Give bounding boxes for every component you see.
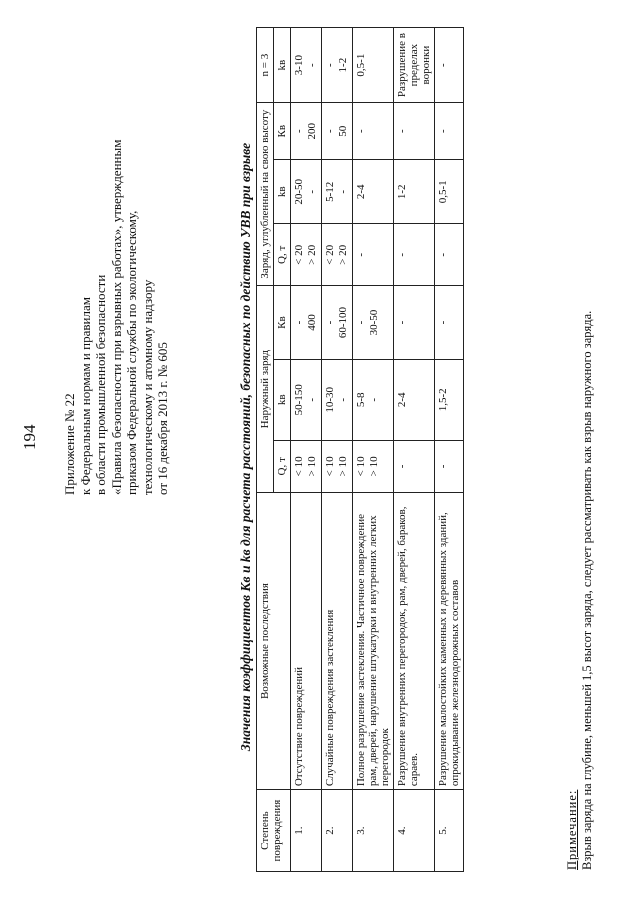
coefficients-table <box>256 27 464 872</box>
cell-value: > 10 <box>337 456 349 477</box>
cell-value: 1,5-2 <box>437 388 449 412</box>
row-number: 1. <box>291 790 322 872</box>
cell-value: - <box>396 252 408 257</box>
cell-K1 <box>291 286 322 360</box>
table-heading: Значения коэффициентов Кв и kв для расчета расстояний, безопасных по действию УВВ при взрыве <box>238 142 253 752</box>
cell-k2 <box>322 160 353 224</box>
cell-q2 <box>322 224 353 286</box>
cell-K1 <box>394 286 435 360</box>
cell-value: - <box>306 189 318 194</box>
table-row <box>353 28 394 872</box>
appendix-line: к Федеральным нормам и правилам <box>77 297 93 495</box>
cell-value: - <box>396 320 408 325</box>
table-row <box>322 28 353 872</box>
header-n3: n = 3 <box>257 28 274 103</box>
cell-value: 1-2 <box>396 184 408 200</box>
cell-k3 <box>435 28 464 103</box>
cell-value: - <box>396 464 408 469</box>
cell-value: - <box>324 129 336 134</box>
cell-k3 <box>291 28 322 103</box>
note-text: Взрыв заряда на глубине, меньшей 1,5 высот заряда, следует рассматривать как взрыв наружного заряда. <box>580 310 594 870</box>
cell-value: - <box>337 397 349 402</box>
page-number: 194 <box>20 424 39 450</box>
cell-q2 <box>394 224 435 286</box>
appendix-line: в области промышленной безопасности <box>93 274 108 495</box>
cell-value: - <box>355 320 367 325</box>
row-consequence: Случайные повреждения застекления <box>322 493 353 790</box>
cell-k1 <box>353 359 394 440</box>
appendix-line: «Правила безопасности при взрывных работах», утвержденным <box>108 139 124 495</box>
cell-value: - <box>306 397 318 402</box>
header-degree: Степень повреждения <box>257 790 291 872</box>
cell-k3 <box>353 28 394 103</box>
cell-value: - <box>306 63 318 67</box>
cell-value: 200 <box>306 122 318 140</box>
cell-value: - <box>368 397 380 402</box>
cell-value: - <box>437 464 449 469</box>
cell-value: - <box>293 320 305 325</box>
cell-value: 3-10 <box>293 55 305 76</box>
row-number: 2. <box>322 790 353 872</box>
rotated-content <box>20 20 620 880</box>
table-row <box>291 28 322 872</box>
cell-value: 10-30 <box>324 386 336 413</box>
cell-K1 <box>353 286 394 360</box>
cell-q1 <box>322 440 353 492</box>
cell-value: 1-2 <box>337 57 349 73</box>
cell-k1 <box>322 359 353 440</box>
cell-value: - <box>437 320 449 325</box>
cell-k1 <box>394 359 435 440</box>
table-row <box>394 28 435 872</box>
cell-value: - <box>437 252 449 257</box>
cell-value: 5-12 <box>324 181 336 202</box>
row-consequence: Разрушение внутренних перегородок, рам, дверей, бараков, сараев. <box>394 493 435 790</box>
cell-q1 <box>435 440 464 492</box>
cell-K1 <box>435 286 464 360</box>
cell-value: 30-50 <box>368 309 380 336</box>
row-number: 4. <box>394 790 435 872</box>
cell-value: > 10 <box>306 456 318 477</box>
cell-value: > 10 <box>368 456 380 477</box>
cell-value: 50 <box>337 125 349 137</box>
row-consequence: Полное разрушение застекления. Частичное повреждение рам, дверей, нарушение штукатурки и внутренних легких перегородок <box>353 493 394 790</box>
row-number: 5. <box>435 790 464 872</box>
cell-k1 <box>291 359 322 440</box>
cell-value: < 10 <box>324 456 336 477</box>
cell-value: < 10 <box>293 456 305 477</box>
cell-value: < 20 <box>293 244 305 265</box>
cell-q1 <box>353 440 394 492</box>
appendix-header <box>62 35 171 495</box>
cell-value: - <box>355 129 367 134</box>
cell-value: < 10 <box>355 456 367 477</box>
cell-K2 <box>394 103 435 160</box>
cell-K2 <box>353 103 394 160</box>
cell-q2 <box>291 224 322 286</box>
cell-k3 <box>394 28 435 103</box>
cell-k2 <box>291 160 322 224</box>
cell-q1 <box>291 440 322 492</box>
cell-value: - <box>396 129 408 134</box>
appendix-line: Приложение № 22 <box>62 393 77 495</box>
subheader-k: kв <box>274 359 291 440</box>
cell-value: - <box>324 320 336 325</box>
cell-value: - <box>293 129 305 134</box>
cell-value: - <box>437 63 449 67</box>
cell-value: 0,5-1 <box>355 53 367 77</box>
note <box>565 30 595 870</box>
cell-value: 60-100 <box>337 306 349 339</box>
cell-value: Разрушение в пределах воронки <box>396 33 432 98</box>
header-external-charge: Наружный заряд <box>257 286 274 493</box>
cell-value: - <box>324 63 336 67</box>
cell-value: > 20 <box>337 244 349 265</box>
appendix-line: приказом Федеральной службы по экологическому, <box>124 210 139 495</box>
subheader-q: Q, т <box>274 440 291 492</box>
cell-value: - <box>337 189 349 194</box>
cell-q1 <box>394 440 435 492</box>
cell-value: 50-150 <box>293 384 305 416</box>
cell-k3 <box>322 28 353 103</box>
cell-K2 <box>322 103 353 160</box>
subheader-K: Кв <box>274 286 291 360</box>
appendix-line: технологическому и атомному надзору <box>139 279 155 495</box>
subheader-q: Q, т <box>274 224 291 286</box>
cell-value: 0,5-1 <box>437 180 449 204</box>
row-consequence: Отсутствие повреждений <box>291 493 322 790</box>
cell-value: 5-8 <box>355 392 367 408</box>
cell-q2 <box>353 224 394 286</box>
cell-value: > 20 <box>306 244 318 265</box>
cell-K2 <box>291 103 322 160</box>
cell-value: < 20 <box>324 244 336 265</box>
subheader-k: kв <box>274 28 291 103</box>
note-title: Примечание: <box>565 789 579 870</box>
cell-value: 2-4 <box>355 184 367 200</box>
cell-value: - <box>437 129 449 134</box>
cell-k2 <box>435 160 464 224</box>
cell-q2 <box>435 224 464 286</box>
row-consequence: Разрушение малостойких каменных и деревянных зданий, опрокидывание железнодорожных составов <box>435 493 464 790</box>
header-consequences: Возможные последствия <box>257 493 291 790</box>
row-number: 3. <box>353 790 394 872</box>
appendix-line: от 16 декабря 2013 г. № 605 <box>155 342 170 495</box>
cell-k1 <box>435 359 464 440</box>
subheader-K: Кв <box>274 103 291 160</box>
cell-value: 2-4 <box>396 392 408 408</box>
table-row <box>435 28 464 872</box>
cell-value: - <box>355 252 367 257</box>
cell-value: 400 <box>306 314 318 331</box>
cell-value: 20-50 <box>293 178 305 205</box>
header-buried-charge: Заряд, углубленный на свою высоту <box>257 103 274 286</box>
cell-k2 <box>353 160 394 224</box>
cell-k2 <box>394 160 435 224</box>
cell-K2 <box>435 103 464 160</box>
subheader-k: kв <box>274 160 291 224</box>
cell-K1 <box>322 286 353 360</box>
